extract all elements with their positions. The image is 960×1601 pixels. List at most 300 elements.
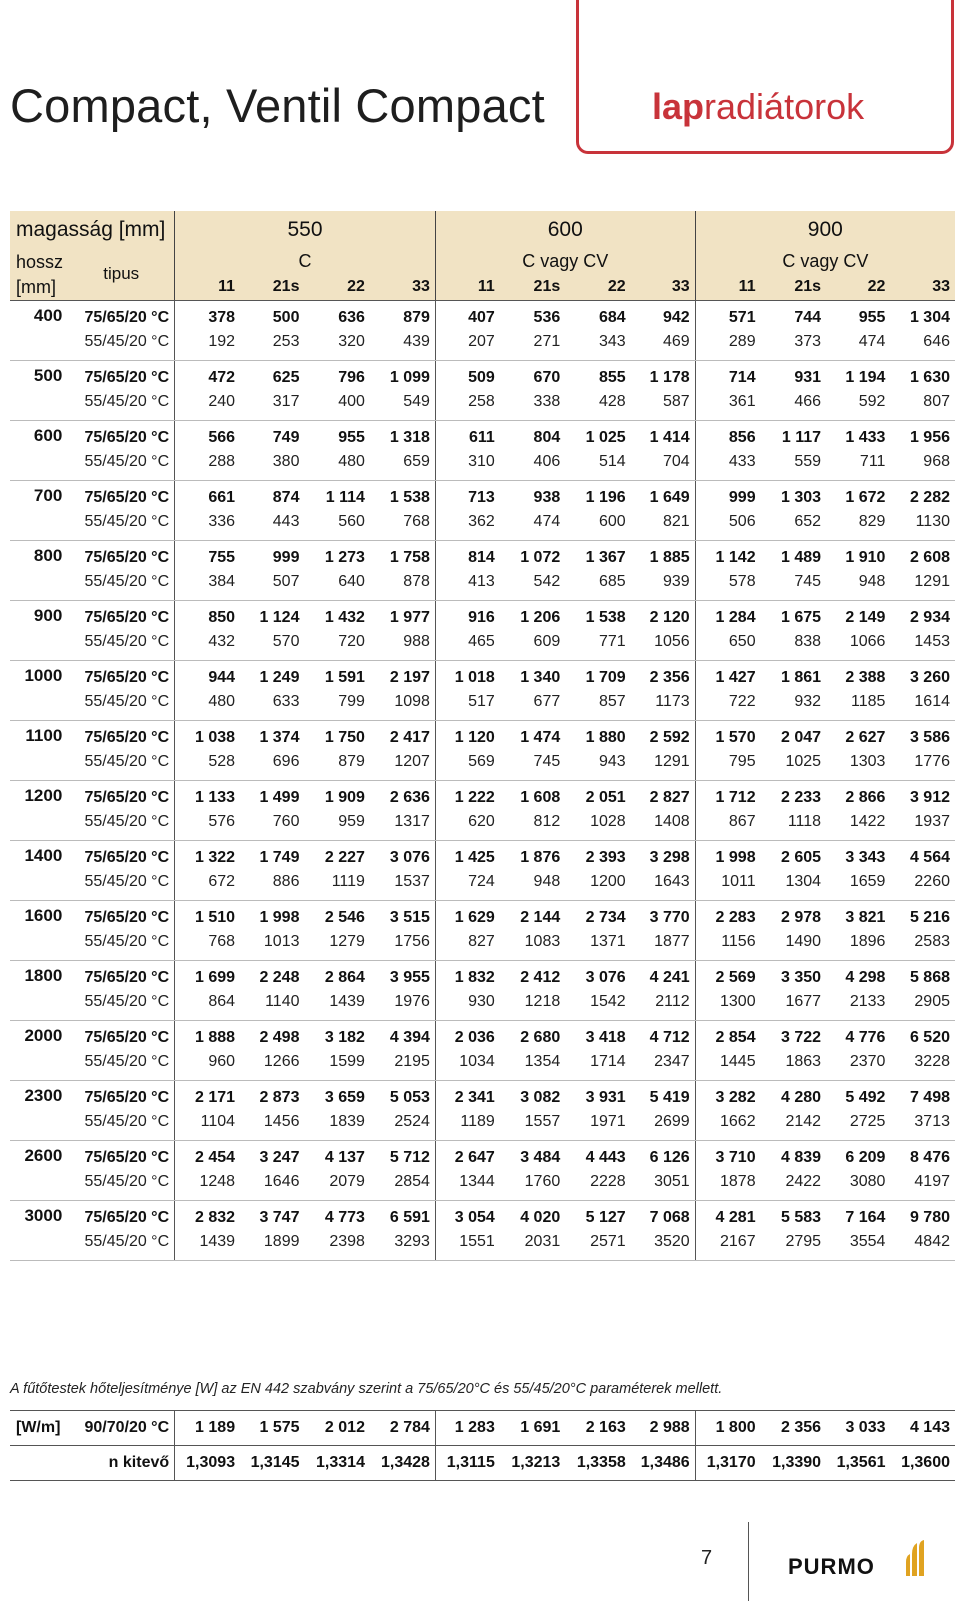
value-55: 465: [435, 630, 499, 661]
value-75: 1 510: [175, 901, 240, 931]
value-75: 2 356: [649, 669, 690, 686]
value-75: 1 909: [324, 789, 365, 806]
table-row: [10, 990, 955, 1021]
value-55: 821: [631, 510, 695, 541]
value-75: 2 144: [520, 909, 561, 926]
value-55: 2524: [370, 1110, 435, 1141]
value-55: 1599: [304, 1050, 369, 1081]
value-55: 1643: [631, 870, 695, 901]
table-row: [10, 1021, 955, 1051]
value-75: 1 196: [585, 489, 626, 506]
value-55: 1185: [826, 690, 890, 721]
value-75: 2 605: [780, 849, 822, 866]
value-75: 1 322: [175, 841, 240, 871]
value-55: 1119: [304, 870, 369, 901]
value-55: 1937: [890, 810, 955, 841]
value-75: 1 977: [389, 609, 430, 626]
n-value: 1,3428: [370, 1446, 435, 1481]
value-55: 1878: [695, 1170, 760, 1201]
value-55: 480: [304, 450, 369, 481]
variant-600: C vagy CV: [435, 248, 695, 274]
value-55: 1156: [695, 930, 760, 961]
value-55: 812: [500, 810, 565, 841]
table-row: [10, 781, 955, 811]
value-75: 1 124: [259, 609, 300, 626]
value-75: 1 432: [324, 609, 365, 626]
value-55: 1028: [565, 810, 630, 841]
value-75: 536: [533, 309, 561, 326]
temp-label-75: 75/65/20 °C: [84, 1149, 170, 1166]
value-55: 799: [304, 690, 369, 721]
value-55: 3080: [826, 1170, 890, 1201]
value-75: 1 427: [695, 661, 760, 691]
value-55: 2398: [304, 1230, 369, 1261]
value-55: 1207: [370, 750, 435, 781]
height-600: 600: [435, 211, 695, 248]
value-75: 1 433: [845, 429, 886, 446]
value-75: 1 876: [520, 849, 561, 866]
value-55: 1056: [631, 630, 695, 661]
value-55: 2260: [890, 870, 955, 901]
value-75: 1 758: [389, 549, 430, 566]
subtype-600-33: 33: [631, 274, 695, 301]
value-75: 1 885: [649, 549, 690, 566]
value-75: 4 137: [324, 1149, 365, 1166]
value-75: 1 709: [585, 669, 626, 686]
value-55: 1248: [175, 1170, 240, 1201]
value-75: 2 393: [585, 849, 626, 866]
value-55: 650: [695, 630, 760, 661]
value-55: 838: [761, 630, 826, 661]
value-55: 2079: [304, 1170, 369, 1201]
value-75: 4 394: [389, 1029, 430, 1046]
temp-label-75: 75/65/20 °C: [84, 1209, 170, 1226]
value-55: 745: [761, 570, 826, 601]
height-label: magasság [mm]: [10, 211, 175, 248]
badge-rest: radiátorok: [704, 86, 865, 127]
footnote: A fűtőtestek hőteljesítménye [W] az EN 442 szabvány szerint a 75/65/20°C és 55/45/20°C paraméterek mellett.: [10, 1381, 723, 1397]
wm-value: 2 163: [565, 1411, 630, 1446]
value-55: 696: [240, 750, 304, 781]
value-55: 959: [304, 810, 369, 841]
value-75: 3 343: [845, 849, 886, 866]
value-55: 288: [175, 450, 240, 481]
wm-value: 1 189: [175, 1411, 240, 1446]
value-75: 2 734: [585, 909, 626, 926]
value-75: 625: [272, 369, 300, 386]
output-table: [10, 211, 955, 1261]
value-55: 1303: [826, 750, 890, 781]
value-75: 2 248: [259, 969, 300, 986]
value-55: 480: [175, 690, 240, 721]
value-75: 855: [598, 369, 626, 386]
value-55: 1291: [631, 750, 695, 781]
length-cell: 1000: [10, 661, 68, 721]
value-75: 2 636: [389, 789, 430, 806]
value-75: 2 498: [259, 1029, 300, 1046]
value-55: 2142: [761, 1110, 826, 1141]
temp-label-55: 55/45/20 °C: [68, 1230, 174, 1261]
temp-label-75: 75/65/20 °C: [84, 849, 170, 866]
value-75: 6 209: [845, 1149, 886, 1166]
value-75: 931: [794, 369, 822, 386]
table-row: [10, 421, 955, 451]
value-75: 850: [175, 601, 240, 631]
value-75: 2 388: [845, 669, 886, 686]
value-75: 1 538: [585, 609, 626, 626]
temp-label-75: 75/65/20 °C: [84, 429, 170, 446]
value-55: 1354: [500, 1050, 565, 1081]
value-75: 1 880: [585, 729, 626, 746]
value-55: 1551: [435, 1230, 499, 1261]
value-55: 4842: [890, 1230, 955, 1261]
value-75: 2 569: [695, 961, 760, 991]
n-value: 1,3093: [175, 1446, 240, 1481]
subtype-900-22: 22: [826, 274, 890, 301]
table-row: [10, 630, 955, 661]
n-value: 1,3390: [761, 1446, 826, 1481]
value-55: 1130: [890, 510, 955, 541]
value-55: 413: [435, 570, 499, 601]
value-75: 3 931: [585, 1089, 626, 1106]
value-55: 2422: [761, 1170, 826, 1201]
value-75: 2 417: [389, 729, 430, 746]
value-55: 1453: [890, 630, 955, 661]
value-55: 406: [500, 450, 565, 481]
n-label: n kitevő: [10, 1446, 175, 1481]
value-55: 685: [565, 570, 630, 601]
value-75: 3 586: [909, 729, 950, 746]
subtype-900-21s: 21s: [761, 274, 826, 301]
value-75: 2 827: [649, 789, 690, 806]
value-55: 932: [761, 690, 826, 721]
value-55: 1266: [240, 1050, 304, 1081]
value-55: 3713: [890, 1110, 955, 1141]
table-row: [10, 1201, 955, 1231]
value-75: 2 051: [585, 789, 626, 806]
value-75: 1 025: [585, 429, 626, 446]
temp-label-55: 55/45/20 °C: [68, 870, 174, 901]
value-55: 428: [565, 390, 630, 421]
value-75: 2 047: [780, 729, 822, 746]
value-75: 2 546: [324, 909, 365, 926]
value-55: 1557: [500, 1110, 565, 1141]
value-75: 1 489: [780, 549, 822, 566]
table-row: [10, 661, 955, 691]
value-75: 1 273: [324, 549, 365, 566]
subtype-550-11: 11: [175, 274, 240, 301]
value-75: 4 443: [585, 1149, 626, 1166]
value-55: 724: [435, 870, 499, 901]
value-55: 343: [565, 330, 630, 361]
value-55: 1445: [695, 1050, 760, 1081]
table-row: [10, 330, 955, 361]
value-75: 2 036: [435, 1021, 499, 1051]
table-row: [10, 750, 955, 781]
value-55: 3554: [826, 1230, 890, 1261]
value-75: 999: [695, 481, 760, 511]
value-75: 3 710: [695, 1141, 760, 1171]
value-75: 2 282: [909, 489, 950, 506]
value-75: 6 126: [649, 1149, 690, 1166]
temp-label-55: 55/45/20 °C: [68, 570, 174, 601]
value-55: 1490: [761, 930, 826, 961]
subtype-550-22: 22: [304, 274, 369, 301]
value-75: 1 699: [175, 961, 240, 991]
value-75: 5 583: [780, 1209, 822, 1226]
value-75: 7 498: [909, 1089, 950, 1106]
value-75: 1 608: [520, 789, 561, 806]
value-55: 1173: [631, 690, 695, 721]
value-55: 338: [500, 390, 565, 421]
value-75: 1 099: [389, 369, 430, 386]
value-75: 509: [435, 361, 499, 391]
value-75: 4 241: [649, 969, 690, 986]
value-75: 2 412: [520, 969, 561, 986]
value-75: 1 910: [845, 549, 886, 566]
value-75: 571: [695, 301, 760, 331]
n-value: 1,3561: [826, 1446, 890, 1481]
length-cell: 1200: [10, 781, 68, 841]
value-75: 1 538: [389, 489, 430, 506]
value-55: 1537: [370, 870, 435, 901]
table-row: [10, 1170, 955, 1201]
value-55: 1756: [370, 930, 435, 961]
value-55: 2854: [370, 1170, 435, 1201]
category-badge: [576, 0, 954, 154]
value-55: 943: [565, 750, 630, 781]
temp-label-55: 55/45/20 °C: [68, 990, 174, 1021]
value-55: 258: [435, 390, 499, 421]
value-55: 1971: [565, 1110, 630, 1141]
value-75: 2 866: [845, 789, 886, 806]
value-55: 1776: [890, 750, 955, 781]
value-55: 549: [370, 390, 435, 421]
length-cell: 3000: [10, 1201, 68, 1261]
value-75: 796: [338, 369, 365, 386]
length-cell: 500: [10, 361, 68, 421]
value-75: 3 350: [780, 969, 822, 986]
value-55: 711: [826, 450, 890, 481]
value-55: 2195: [370, 1050, 435, 1081]
value-75: 1 414: [649, 429, 690, 446]
value-55: 646: [890, 330, 955, 361]
value-55: 857: [565, 690, 630, 721]
value-75: 804: [533, 429, 561, 446]
table-row: [10, 361, 955, 391]
value-75: 2 873: [259, 1089, 300, 1106]
wm-label: [W/m]: [10, 1411, 68, 1446]
value-75: 1 194: [845, 369, 886, 386]
value-75: 1 018: [435, 661, 499, 691]
temp-label-75: 75/65/20 °C: [84, 549, 170, 566]
wm-value: 2 356: [761, 1411, 826, 1446]
value-75: 1 861: [780, 669, 822, 686]
value-75: 1 072: [520, 549, 561, 566]
value-75: 9 780: [909, 1209, 950, 1226]
value-75: 3 182: [324, 1029, 365, 1046]
value-75: 1 206: [520, 609, 561, 626]
value-55: 659: [370, 450, 435, 481]
value-75: 1 367: [585, 549, 626, 566]
value-75: 1 038: [175, 721, 240, 751]
value-75: 938: [533, 489, 561, 506]
value-75: 1 178: [649, 369, 690, 386]
value-55: 439: [370, 330, 435, 361]
value-75: 3 515: [389, 909, 430, 926]
value-55: 1646: [240, 1170, 304, 1201]
table-row: [10, 690, 955, 721]
value-75: 1 133: [175, 781, 240, 811]
value-55: 289: [695, 330, 760, 361]
value-55: 1662: [695, 1110, 760, 1141]
value-75: 3 260: [909, 669, 950, 686]
wm-value: 1 283: [435, 1411, 499, 1446]
value-75: 1 675: [780, 609, 822, 626]
value-75: 2 864: [324, 969, 365, 986]
temp-label-75: 75/65/20 °C: [84, 729, 170, 746]
value-75: 879: [403, 309, 430, 326]
value-75: 1 222: [435, 781, 499, 811]
value-75: 1 120: [435, 721, 499, 751]
page-number: 7: [701, 1547, 713, 1569]
table-row: [10, 390, 955, 421]
value-75: 1 998: [695, 841, 760, 871]
value-55: 720: [304, 630, 369, 661]
value-55: 432: [175, 630, 240, 661]
value-75: 1 374: [259, 729, 300, 746]
subtype-900-33: 33: [890, 274, 955, 301]
value-75: 6 591: [389, 1209, 430, 1226]
value-75: 5 492: [845, 1089, 886, 1106]
temp-label-75: 75/65/20 °C: [84, 369, 170, 386]
length-cell: 900: [10, 601, 68, 661]
value-55: 620: [435, 810, 499, 841]
value-55: 768: [370, 510, 435, 541]
value-75: 1 117: [781, 429, 822, 446]
value-55: 867: [695, 810, 760, 841]
value-55: 1011: [695, 870, 760, 901]
value-55: 2228: [565, 1170, 630, 1201]
value-75: 4 773: [324, 1209, 365, 1226]
value-75: 1 284: [695, 601, 760, 631]
value-75: 2 120: [649, 609, 690, 626]
value-75: 5 868: [909, 969, 950, 986]
value-55: 4197: [890, 1170, 955, 1201]
value-75: 6 520: [909, 1029, 950, 1046]
value-75: 5 419: [649, 1089, 690, 1106]
value-55: 609: [500, 630, 565, 661]
value-55: 807: [890, 390, 955, 421]
length-cell: 800: [10, 541, 68, 601]
value-55: 569: [435, 750, 499, 781]
n-value: 1,3358: [565, 1446, 630, 1481]
table-row: [10, 510, 955, 541]
value-55: 474: [826, 330, 890, 361]
value-55: 2725: [826, 1110, 890, 1141]
temp-label-55: 55/45/20 °C: [68, 510, 174, 541]
wm-value: 2 784: [370, 1411, 435, 1446]
value-75: 636: [338, 309, 365, 326]
value-75: 3 955: [389, 969, 430, 986]
value-55: 1304: [761, 870, 826, 901]
category-badge-text: [652, 86, 864, 128]
value-55: 542: [500, 570, 565, 601]
temp-label-75: 75/65/20 °C: [84, 909, 170, 926]
value-55: 3520: [631, 1230, 695, 1261]
value-55: 1189: [435, 1110, 499, 1141]
value-75: 2 592: [649, 729, 690, 746]
table-row: [10, 301, 955, 331]
value-75: 684: [598, 309, 626, 326]
temp-label-75: 75/65/20 °C: [84, 309, 170, 326]
height-900: 900: [695, 211, 955, 248]
value-75: 714: [695, 361, 760, 391]
value-75: 3 484: [520, 1149, 561, 1166]
subtype-600-21s: 21s: [500, 274, 565, 301]
value-75: 3 770: [649, 909, 690, 926]
variant-550: C: [175, 248, 436, 274]
value-75: 4 839: [780, 1149, 822, 1166]
value-75: 5 127: [585, 1209, 626, 1226]
value-55: 400: [304, 390, 369, 421]
value-55: 939: [631, 570, 695, 601]
purmo-logo: [788, 1540, 928, 1580]
temp-label-75: 75/65/20 °C: [84, 1029, 170, 1046]
value-55: 879: [304, 750, 369, 781]
value-55: 2031: [500, 1230, 565, 1261]
value-55: 1896: [826, 930, 890, 961]
temp-label-55: 55/45/20 °C: [68, 810, 174, 841]
value-75: 500: [272, 309, 300, 326]
value-75: 1 630: [909, 369, 950, 386]
value-75: 1 499: [259, 789, 300, 806]
value-55: 704: [631, 450, 695, 481]
value-55: 1439: [304, 990, 369, 1021]
length-cell: 2300: [10, 1081, 68, 1141]
value-55: 3051: [631, 1170, 695, 1201]
value-55: 592: [826, 390, 890, 421]
value-55: 886: [240, 870, 304, 901]
value-75: 713: [435, 481, 499, 511]
value-75: 874: [272, 489, 300, 506]
temp-label-55: 55/45/20 °C: [68, 1050, 174, 1081]
value-75: 5 712: [389, 1149, 430, 1166]
value-55: 469: [631, 330, 695, 361]
value-75: 4 020: [520, 1209, 561, 1226]
value-75: 856: [695, 421, 760, 451]
value-55: 271: [500, 330, 565, 361]
value-55: 1104: [175, 1110, 240, 1141]
value-55: 1439: [175, 1230, 240, 1261]
table-row: [10, 1230, 955, 1261]
value-55: 1344: [435, 1170, 499, 1201]
value-75: 744: [794, 309, 822, 326]
value-75: 2 934: [909, 609, 950, 626]
value-55: 559: [761, 450, 826, 481]
value-55: 795: [695, 750, 760, 781]
value-55: 745: [500, 750, 565, 781]
subtype-900-11: 11: [695, 274, 760, 301]
value-55: 1218: [500, 990, 565, 1021]
value-75: 3 282: [695, 1081, 760, 1111]
value-75: 2 149: [845, 609, 886, 626]
value-55: 1118: [761, 810, 826, 841]
wm-value: 2 988: [631, 1411, 695, 1446]
value-75: 1 303: [780, 489, 822, 506]
value-75: 1 114: [325, 489, 365, 506]
value-55: 1877: [631, 930, 695, 961]
